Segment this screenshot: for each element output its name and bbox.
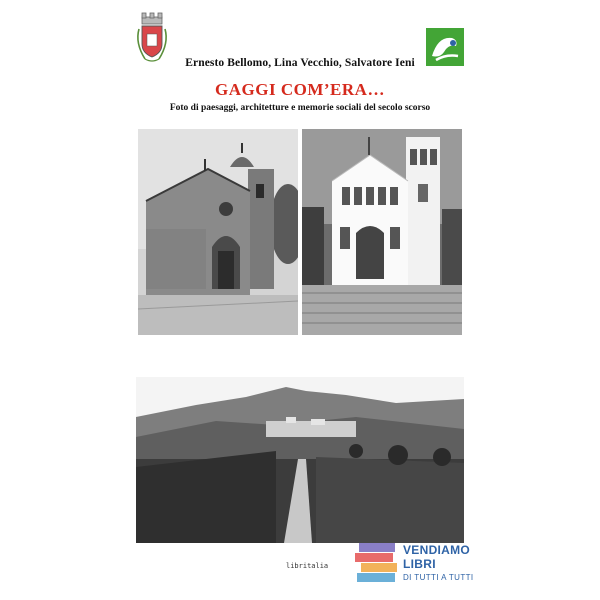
vendiamo-libri-badge <box>355 541 475 589</box>
old-church-photo <box>138 129 298 335</box>
book-title: GAGGI COM’ERA… <box>215 80 385 99</box>
publisher-name: libritalia <box>286 562 329 570</box>
authors: Ernesto Bellomo, Lina Vecchio, Salvatore Ieni <box>185 57 415 69</box>
badge-line-1: VENDIAMO <box>403 543 471 557</box>
book-subtitle: Foto di paesaggi, architetture e memorie sociali del secolo scorso <box>169 103 431 113</box>
book-stack-icon <box>355 541 399 589</box>
white-church-photo <box>302 129 462 335</box>
badge-line-3: DI TUTTI A TUTTI <box>403 573 474 582</box>
badge-line-2: LIBRI <box>403 557 436 571</box>
village-landscape-photo <box>136 377 464 543</box>
